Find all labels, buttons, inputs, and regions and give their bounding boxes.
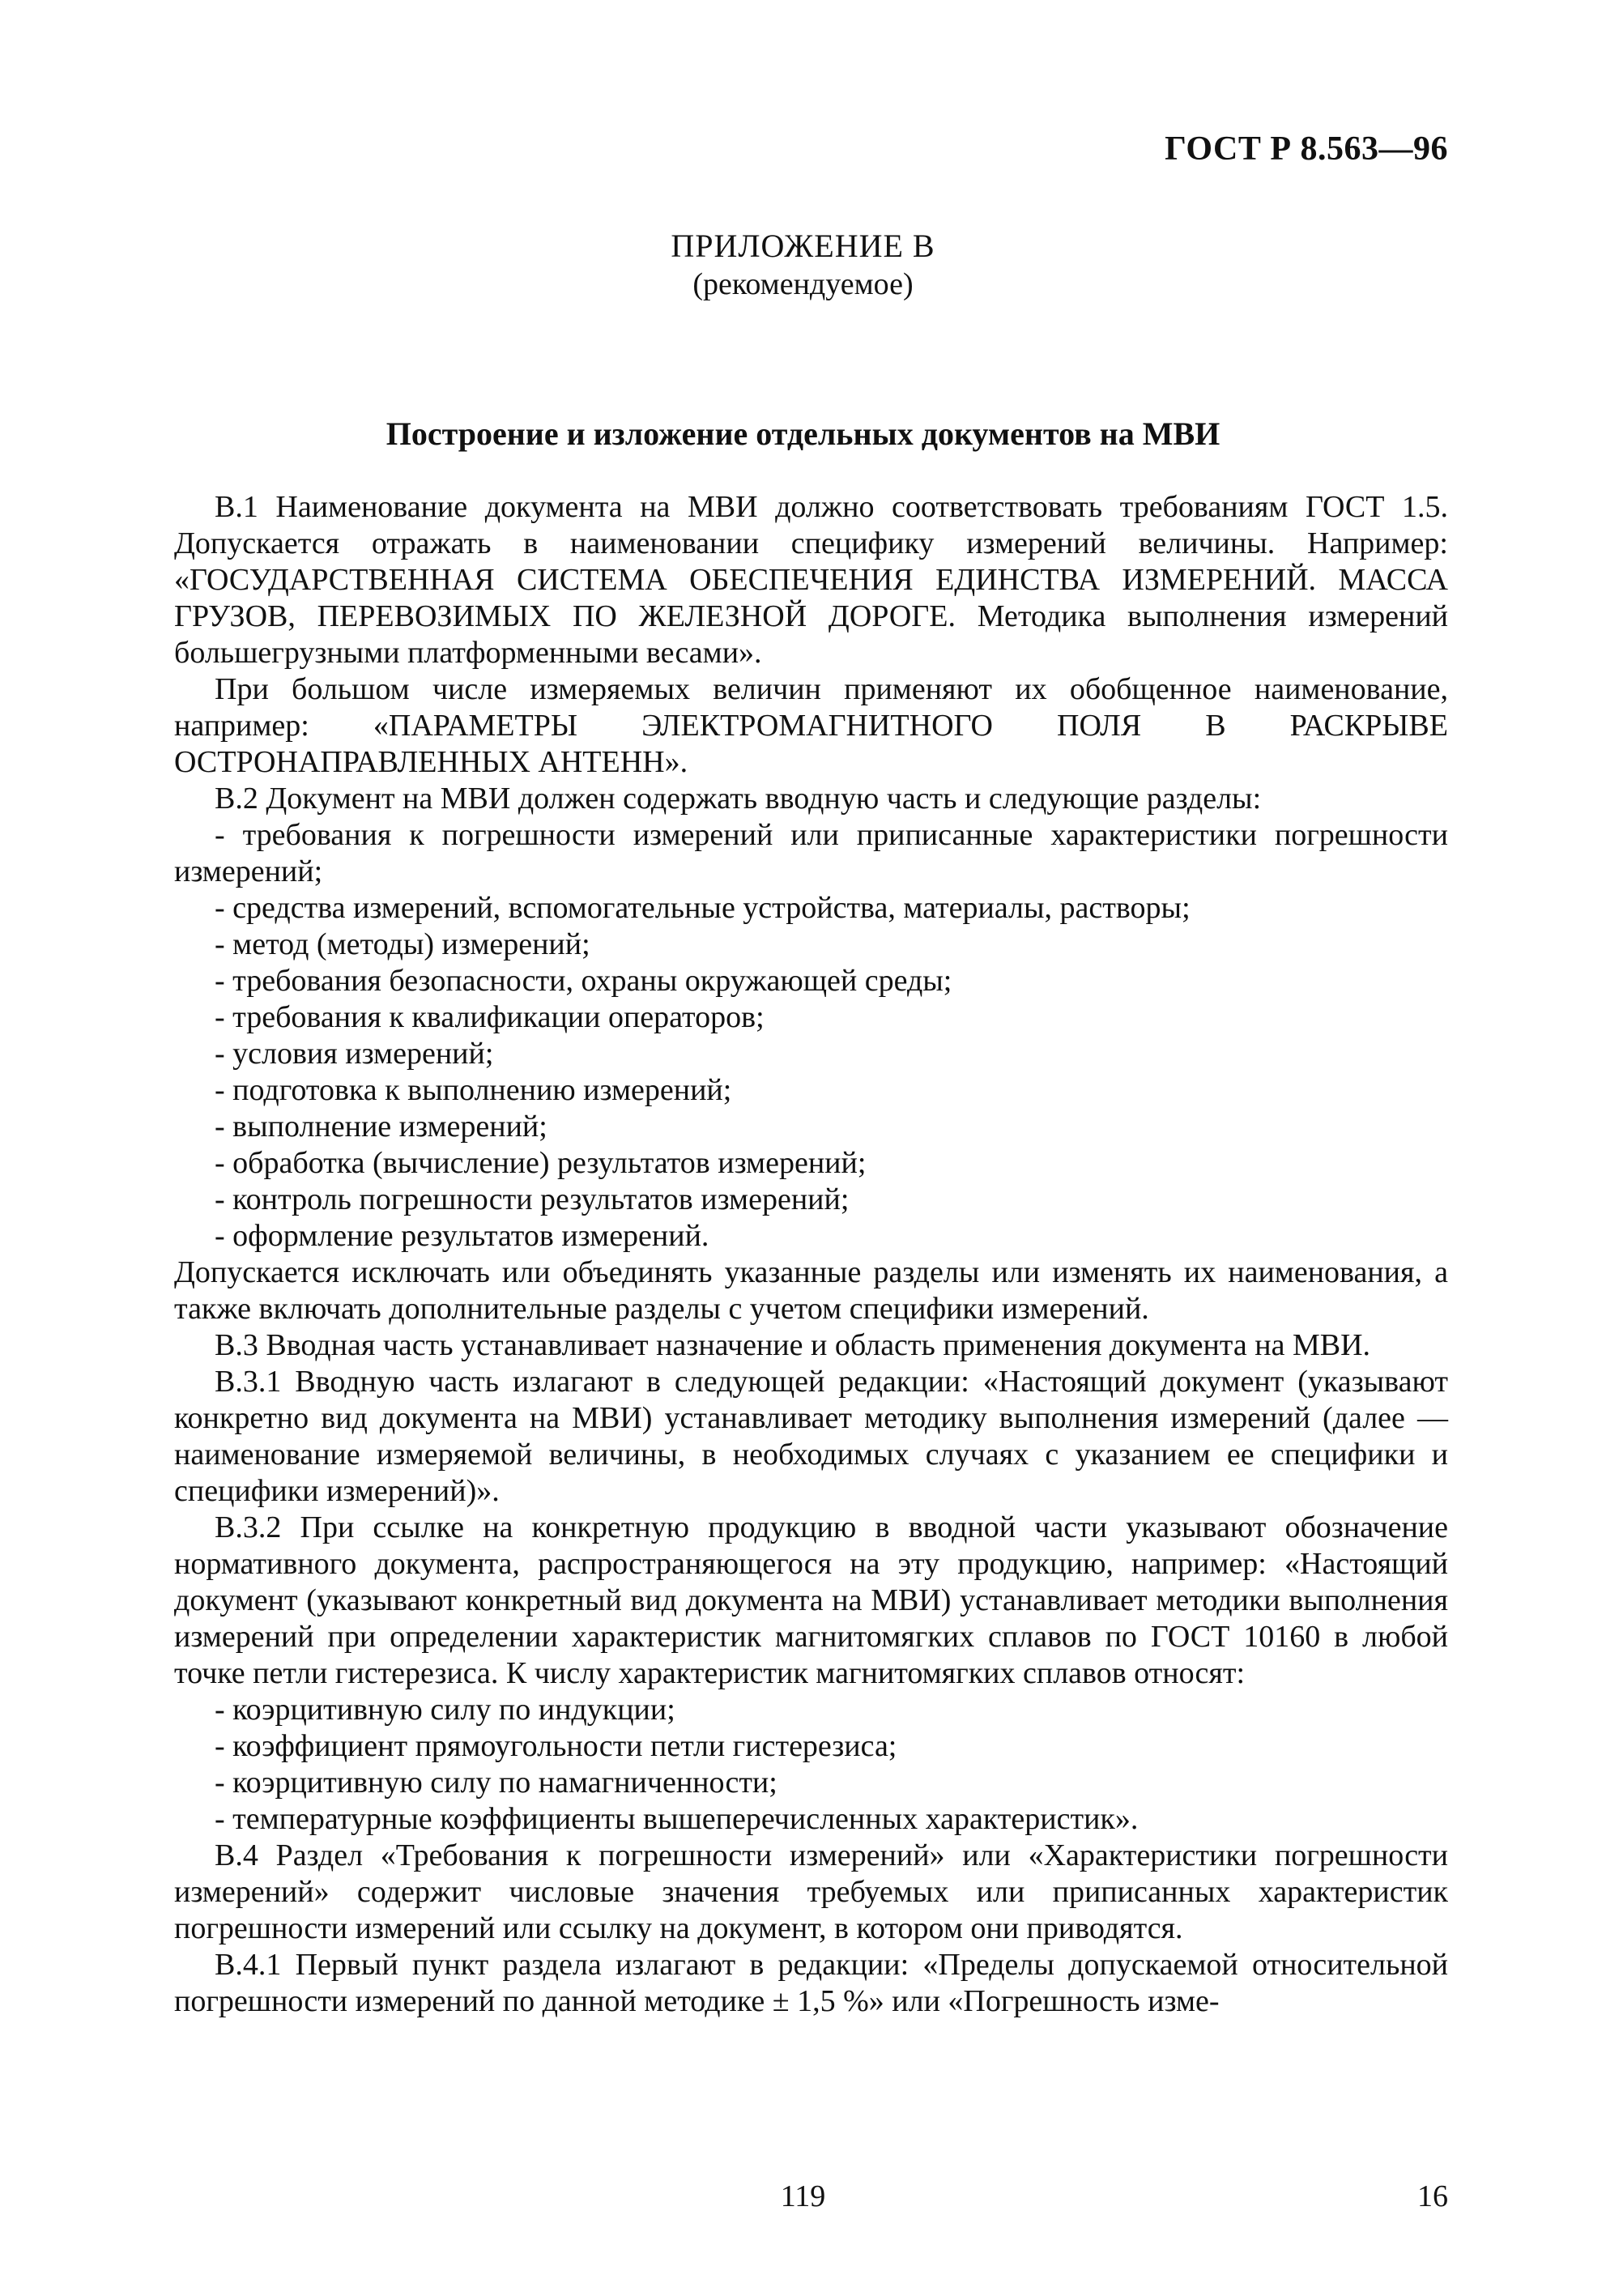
list-item: - требования к погрешности измерений или приписанные характеристики погрешности измерений; — [174, 818, 1448, 888]
paragraph: В.3 Вводная часть устанавливает назначение и область применения документа на МВИ. — [215, 1328, 1371, 1362]
appendix-title: ПРИЛОЖЕНИЕ В — [671, 228, 935, 264]
list-item: - оформление результатов измерений. — [215, 1219, 709, 1253]
paragraph: В.3.2 При ссылке на конкретную продукцию в вводной части указывают обозначение нормативного документа, распространяющегося на эту продукцию, например: «Настоящий документ (указывают конкретный вид документа на МВИ) устанавливает методики выполнения измерений при определении характеристик магнитомягких сплавов по ГОСТ 10160 в любой точке петли гистерезиса. К числу характеристик магнитомягких сплавов относят: — [174, 1510, 1448, 1690]
list-item: - температурные коэффициенты вышеперечисленных характеристик». — [215, 1802, 1139, 1836]
paragraph: В.4.1 Первый пункт раздела излагают в редакции: «Пределы допускаемой относительной погрешности измерений по данной методике ± 1,5 %» или «Погрешность изме- — [174, 1948, 1448, 2018]
paragraph: В.4 Раздел «Требования к погрешности измерений» или «Характеристики погрешности измерений» содержит числовые значения требуемых или приписанных характеристик погрешности измерений или ссылку на документ, в котором они приводятся. — [174, 1838, 1448, 1945]
paragraph: В.1 Наименование документа на МВИ должно соответствовать требованиям ГОСТ 1.5. Допускается отражать в наименовании специфику измерений величины. Например: «ГОСУДАРСТВЕННАЯ СИСТЕМА ОБЕСПЕЧЕНИЯ ЕДИНСТВА ИЗМЕРЕНИЙ. МАССА ГРУЗОВ, ПЕРЕВОЗИМЫХ ПО ЖЕЛЕЗНОЙ ДОРОГЕ. Методика выполнения измерений большегрузными платформенными весами». — [174, 490, 1448, 670]
list-item: - метод (методы) измерений; — [215, 927, 590, 961]
paragraph: В.3.1 Вводную часть излагают в следующей редакции: «Настоящий документ (указывают конкретно вид документа на МВИ) устанавливает методику выполнения измерений (далее — наименование измеряемой величины, в необходимых случаях с указанием ее специфики и специфики измерений)». — [174, 1365, 1448, 1508]
list-item: - коэрцитивную силу по намагниченности; — [215, 1766, 777, 1800]
list-item: - средства измерений, вспомогательные устройства, материалы, растворы; — [215, 891, 1191, 925]
appendix-heading — [0, 227, 1606, 303]
appendix-note: (рекомендуемое) — [692, 267, 914, 301]
paragraph: Допускается исключать или объединять указанные разделы или изменять их наименования, а также включать дополнительные разделы с учетом специфики измерений. — [174, 1255, 1448, 1326]
section-title: Построение и изложение отдельных документов на МВИ — [386, 415, 1220, 452]
page-number: 119 — [780, 2179, 826, 2213]
list-item: - требования к квалификации операторов; — [215, 1000, 765, 1034]
paragraph: В.2 Документ на МВИ должен содержать вводную часть и следующие разделы: — [215, 782, 1262, 816]
paragraph: При большом числе измеряемых величин применяют их обобщенное наименование, например: «ПАРАМЕТРЫ ЭЛЕКТРОМАГНИТНОГО ПОЛЯ В РАСКРЫВЕ ОСТРОНАПРАВЛЕННЫХ АНТЕНН». — [174, 672, 1448, 779]
list-item: - коэффициент прямоугольности петли гистерезиса; — [215, 1729, 897, 1763]
list-item: - подготовка к выполнению измерений; — [215, 1073, 732, 1107]
list-item: - условия измерений; — [215, 1037, 494, 1071]
document-body — [174, 489, 1448, 2020]
list-item: - выполнение измерений; — [215, 1110, 547, 1144]
list-item: - требования безопасности, охраны окружающей среды; — [215, 964, 952, 998]
list-item: - обработка (вычисление) результатов измерений; — [215, 1146, 867, 1180]
standard-code: ГОСТ Р 8.563—96 — [1165, 130, 1448, 168]
footer-right-number: 16 — [1417, 2179, 1448, 2213]
list-item: - коэрцитивную силу по индукции; — [215, 1693, 675, 1727]
list-item: - контроль погрешности результатов измерений; — [215, 1182, 850, 1216]
